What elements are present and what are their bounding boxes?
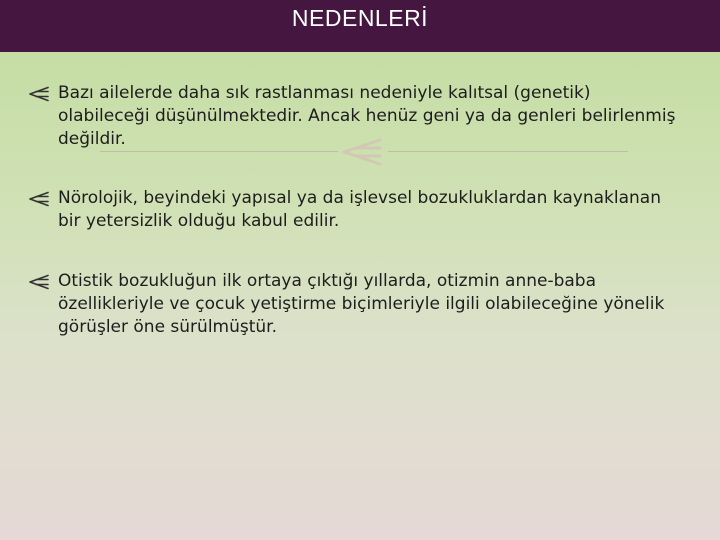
bullet-item <box>28 82 678 151</box>
title-bar <box>0 0 720 52</box>
bullet-text: Otistik bozukluğun ilk ortaya çıktığı yıllarda, otizmin anne-baba özellikleriyle ve çocuk yetiştirme biçimleriyle ilgili olabileceğine yönelik görüşler öne sürülmüştür. <box>58 271 665 337</box>
bullet-arrow-icon <box>28 191 50 207</box>
bullet-item <box>28 270 678 339</box>
slide-title: NEDENLERİ <box>291 4 429 31</box>
divider-line-right <box>388 151 628 152</box>
bullet-arrow-icon <box>28 274 50 290</box>
bullet-item <box>28 187 678 233</box>
bullet-text: Nörolojik, beyindeki yapısal ya da işlevsel bozukluklardan kaynaklanan bir yetersizlik olduğu kabul edilir. <box>58 188 662 231</box>
bullet-text: Bazı ailelerde daha sık rastlanması nedeniyle kalıtsal (genetik) olabileceği düşünülmektedir. Ancak henüz geni ya da genleri belirlenmiş değildir. <box>58 83 676 149</box>
bullet-arrow-icon <box>28 86 50 102</box>
divider-line-left <box>100 151 338 152</box>
